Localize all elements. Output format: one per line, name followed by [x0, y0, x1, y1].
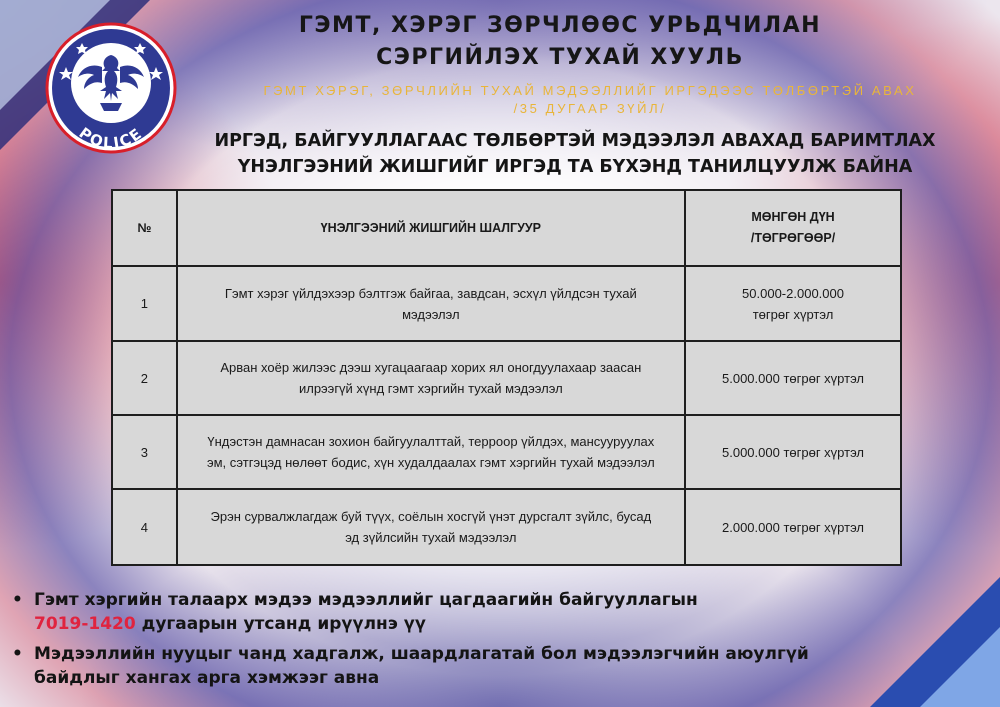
row-criteria [177, 341, 685, 415]
logo-label: POLICE [75, 123, 147, 153]
row-criteria [177, 415, 685, 489]
note-1-line-2 [34, 612, 912, 636]
row-criteria-line-2: эм, сэтгэцэд нөлөөт бодис, хүн худалдаалах гэмт хэргийн тухай мэдээлэл [206, 455, 655, 470]
row-amount: 5.000.000 төгрөг хүртэл [685, 341, 901, 415]
police-logo [44, 21, 178, 155]
row-criteria-line-1: Эрэн сурвалжлагдаж буй түүх, соёлын хосгүй үнэт дурсгалт зүйлс, бусад [210, 509, 652, 524]
table-header-row [112, 190, 901, 266]
headline-line-2: ҮНЭЛГЭЭНИЙ ЖИШГИЙГ ИРГЭД ТА БҮХЭНД ТАНИЛЦУУЛЖ БАЙНА [237, 157, 913, 177]
subtitle-line-1: ГЭМТ ХЭРЭГ, ЗӨРЧЛИЙН ТУХАЙ МЭДЭЭЛЛИЙГ ИРГЭДЭЭС ТӨЛБӨРТЭЙ АВАХ [263, 83, 917, 98]
title-line-1: ГЭМТ, ХЭРЭГ ЗӨРЧЛӨӨС УРЬДЧИЛАН [298, 13, 822, 38]
row-criteria [177, 489, 685, 565]
bullet: • [12, 590, 23, 610]
table-row [112, 266, 901, 341]
note-item [12, 642, 912, 690]
subtitle-line-2: /35 ДУГААР ЗҮЙЛ/ [513, 101, 667, 116]
row-amount-line-2: төгрөг хүртэл [752, 306, 834, 322]
row-amount-line-1: 50.000-2.000.000 [742, 285, 844, 301]
row-number: 3 [112, 415, 177, 489]
row-number: 4 [112, 489, 177, 565]
table-row [112, 341, 901, 415]
header-amount [685, 190, 901, 266]
police-eagle-icon [44, 21, 178, 155]
title-line-2: СЭРГИЙЛЭХ ТУХАЙ ХУУЛЬ [376, 45, 744, 70]
corner-decoration-bottom-right-light [920, 627, 1000, 707]
row-criteria-line-1: Үндэстэн дамнасан зохион байгуулалттай, терроор үйлдэх, мансууруулах [207, 434, 655, 449]
headline-line-1: ИРГЭД, БАЙГУУЛЛАГААС ТӨЛБӨРТЭЙ МЭДЭЭЛЭЛ АВАХАД БАРИМТЛАХ [214, 131, 936, 151]
row-number: 2 [112, 341, 177, 415]
note-1-line-2-rest: дугаарын утсанд ирүүлнэ үү [135, 614, 426, 634]
row-criteria-line-1: Гэмт хэрэг үйлдэхээр бэлтгэж байгаа, завдсан, эсхүл үйлдсэн тухай [224, 285, 637, 301]
row-criteria-line-2: илрээгүй хүнд гэмт хэргийн тухай мэдээлэл [298, 381, 563, 396]
header-amount-line-1: МӨНГӨН ДҮН [751, 210, 835, 224]
notes-list [12, 588, 912, 696]
row-amount: 2.000.000 төгрөг хүртэл [685, 489, 901, 565]
note-2-line-1: Мэдээллийн нууцыг чанд хадгалж, шаардлагатай бол мэдээлэгчийн аюулгүй [34, 644, 809, 664]
reward-table [111, 189, 902, 566]
table-row [112, 415, 901, 489]
header-number: № [112, 190, 177, 266]
phone-number: 7019-1420 [34, 614, 136, 634]
row-amount [685, 266, 901, 341]
row-criteria-line-2: мэдээлэл [402, 306, 460, 322]
header-amount-line-2: /ТӨГРӨГӨӨР/ [750, 231, 836, 245]
table-row [112, 489, 901, 565]
page-title [200, 10, 920, 74]
header-criteria: ҮНЭЛГЭЭНИЙ ЖИШГИЙН ШАЛГУУР [177, 190, 685, 266]
page-subtitle [200, 82, 980, 118]
note-1-line-1: Гэмт хэргийн талаарх мэдээ мэдээллийг цагдаагийн байгууллагын [34, 590, 698, 610]
row-number: 1 [112, 266, 177, 341]
note-2-line-2: байдлыг хангах арга хэмжээг авна [34, 668, 380, 688]
row-criteria-line-1: Арван хоёр жилээс дээш хугацаагаар хорих ял оногдуулахаар заасан [220, 360, 642, 375]
bullet: • [12, 644, 23, 664]
headline [160, 128, 990, 180]
row-criteria [177, 266, 685, 341]
row-amount: 5.000.000 төгрөг хүртэл [685, 415, 901, 489]
note-item [12, 588, 912, 636]
row-criteria-line-2: эд зүйлсийн тухай мэдээлэл [345, 530, 517, 545]
